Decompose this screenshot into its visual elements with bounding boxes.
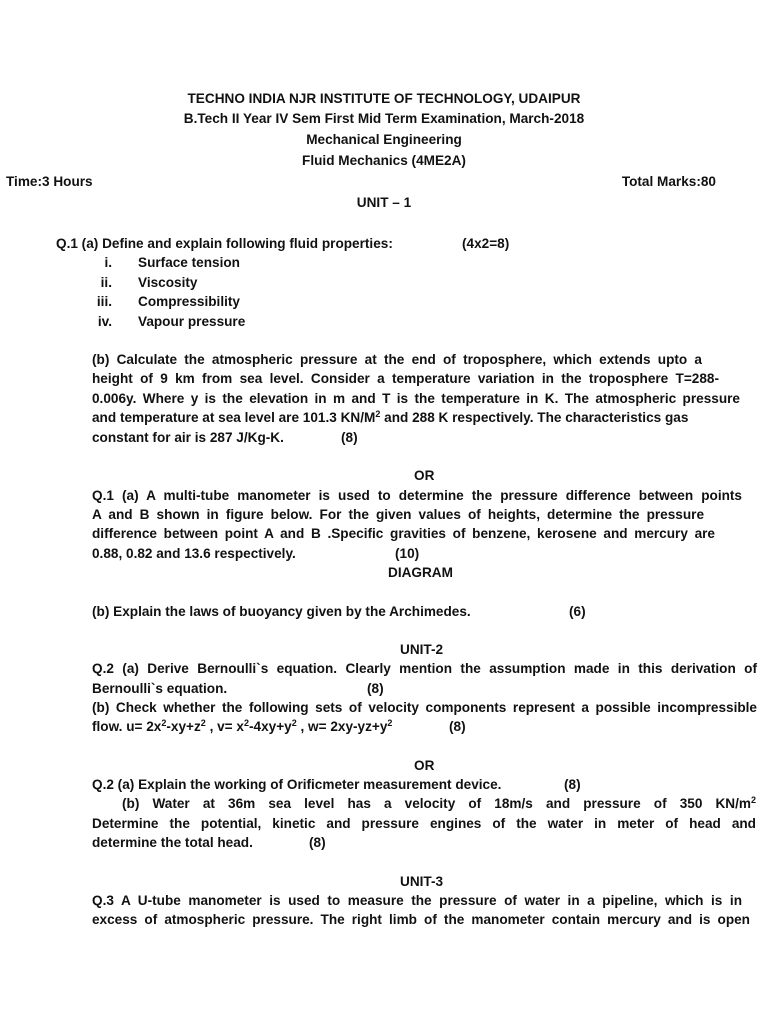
q2a-line: Bernoulli`s equation. [92, 681, 228, 696]
q1alt-line: A and B shown in figure below. For the given values of heights, determine the pressure [92, 507, 704, 522]
q1altb-question: (b) Explain the laws of buoyancy given by the Archimedes. [92, 604, 471, 619]
q3-line: Q.3 A U-tube manometer is used to measure the pressure of water in a pipeline, which is in [92, 893, 742, 908]
exam-time: Time:3 Hours [6, 174, 93, 189]
q2alt-b-marks: (8) [309, 835, 326, 850]
unit3-title: UNIT-3 [400, 874, 444, 889]
q2alt-b-line: Determine the potential, kinetic and pressure engines of the water in meter of head and [92, 816, 756, 831]
property-num: i. [104, 255, 112, 270]
property-label: Vapour pressure [138, 314, 246, 329]
property-label: Viscosity [138, 275, 198, 290]
q3-line: excess of atmospheric pressure. The right limb of the manometer contain mercury and is open [92, 912, 750, 927]
institute-name: TECHNO INDIA NJR INSTITUTE OF TECHNOLOGY, UDAIPUR [187, 91, 581, 106]
q1b-marks: (8) [341, 430, 358, 445]
q2a-marks: (8) [367, 681, 384, 696]
property-num: ii. [100, 275, 112, 290]
q1altb-marks: (6) [569, 604, 586, 619]
or-divider: OR [414, 468, 435, 483]
q1b-line: and temperature at sea level are 101.3 $KN/M^2$ and 288 K respectively. The characteristics gas [92, 409, 689, 425]
subject-name: Fluid Mechanics (4ME2A) [302, 153, 466, 168]
property-label: Compressibility [138, 294, 240, 309]
q1alt-marks: (10) [395, 546, 420, 561]
q2b-line: (b) Check whether the following sets of velocity components represent a possible incompressible [92, 700, 757, 715]
q1a-marks: (4x2=8) [462, 236, 510, 251]
q2b-equation: flow. $u= 2x^2-xy+z^2$ , $v= x^2-4xy+y^2$ , $w= 2xy-yz+y^2$ [92, 718, 393, 734]
q1b-line: constant for air is 287 J/Kg-K. [92, 430, 284, 445]
total-marks: Total Marks:80 [621, 174, 716, 189]
branch-name: Mechanical Engineering [306, 132, 462, 147]
q2b-marks: (8) [449, 719, 466, 734]
property-label: Surface tension [138, 255, 240, 270]
q1alt-line: Q.1 (a) A multi-tube manometer is used to determine the pressure difference between points [92, 488, 742, 503]
q1a-question: Q.1 (a) Define and explain following fluid properties: [56, 236, 393, 251]
unit2-title: UNIT-2 [400, 642, 444, 657]
q1alt-line: difference between point A and B .Specific gravities of benzene, kerosene and mercury are [92, 526, 715, 541]
q1b-line: 0.006y. Where y is the elevation in m and T is the temperature in K. The atmospheric pressure [92, 391, 740, 406]
q2alt-b-line: determine the total head. [92, 835, 253, 850]
or-divider: OR [414, 758, 435, 773]
q1b-line: (b) Calculate the atmospheric pressure at the end of troposphere, which extends upto a [92, 352, 702, 367]
exam-title: B.Tech II Year IV Sem First Mid Term Examination, March-2018 [183, 111, 585, 126]
q1alt-line: 0.88, 0.82 and 13.6 respectively. [92, 546, 296, 561]
q2a-line: Q.2 (a) Derive Bernoulli`s equation. Clearly mention the assumption made in this derivation of [92, 661, 757, 676]
property-num: iii. [96, 294, 112, 309]
q2alt-a-question: Q.2 (a) Explain the working of Orificmeter measurement device. [92, 777, 502, 792]
q2alt-a-marks: (8) [564, 777, 581, 792]
q1b-line: height of 9 km from sea level. Consider a temperature variation in the troposphere T=288- [92, 371, 719, 386]
diagram-placeholder: DIAGRAM [388, 565, 453, 580]
property-num: iv. [97, 314, 112, 329]
q2alt-b-line: (b) Water at 36m sea level has a velocity of 18m/s and pressure of 350 $KN/m^2$ [122, 795, 756, 811]
unit1-title: UNIT – 1 [356, 195, 412, 210]
